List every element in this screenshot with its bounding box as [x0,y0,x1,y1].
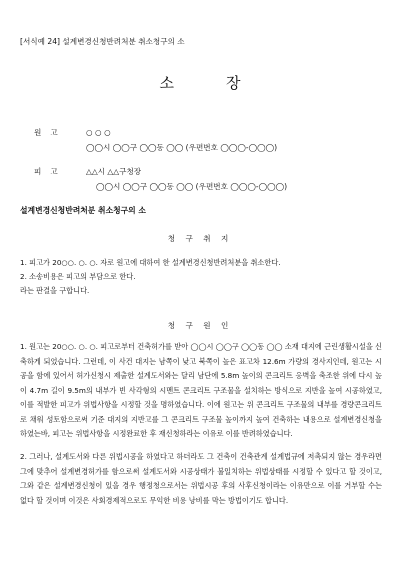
document-title: 소장 [159,74,293,92]
cause-paragraph: 1. 원고는 20○○. ○. ○. 피고로부터 건축허가를 받아 ◯◯시 ◯◯구 ◯◯동 ◯◯ 소재 대지에 근린생활시설을 신축하게 되었습니다. 그런데, 이 사건 대지는 남쪽이 낮고 북쪽이 높은 표고차 12.6m 가량의 경사지인데, 원고는 시공을 함에 있어서 허가신청시 제출한 설계도서와는 달리 남단에 5.8m 높이의 콘크리트 옹벽을 축조한 위에 다시 높이 4.7m 길이 9.5m의 내부가 빈 사각형의 시멘트 콘크리트 구조물을 설치하는 방식으로 지반을 높여 시공하였고, 이를 적발한 피고가 위법사항을 시정할 것을 명하였습니다. 이에 원고는 위 콘크리트 구조물의 내부를 경량콘크리트로 채워 성토함으로써 기준 대지의 지반고를 그 콘크리트 구조물 높이까지 높여 건축하는 내용으로 설계변경신청을 하였는바, 피고는 위법사항을 시정완료한 후 재신청하라는 이유로 이를 반려하였습니다. [20,342,382,438]
claim-item: 라는 판결을 구합니다. [20,286,90,295]
defendant-name: △△시 △△구청장 [86,167,142,176]
claim-heading: 청 구 취 지 [167,234,233,243]
defendant-address: ◯◯시 ◯◯구 ◯◯동 ◯◯ (우편번호 ◯◯◯-◯◯◯) [96,182,288,191]
claim-item: 2. 소송비용은 피고의 부담으로 한다. [20,272,136,281]
plaintiff-line [34,127,111,138]
defendant-line [34,166,141,177]
plaintiff-name: ○ ○ ○ [86,128,111,137]
cause-paragraph: 2. 그러나, 설계도서와 다른 위법시공을 하였다고 하더라도 그 건축이 건축관계 설계법규에 저촉되지 않는 경우라면 그에 맞추어 설계변경허가를 함으로써 설계도서와 시공상태가 불일치하는 위법상태를 시정할 수 있다고 할 것이고, 그와 같은 설계변경신청이 있을 경우 행정청으로서는 위법시공 후의 사후신청이라는 이유만으로 이를 거부할 수는 없다 할 것이며 이것은 사회경제적으로도 무익한 비용 낭비를 막는 방법이기도 합니다. [20,452,382,505]
case-name: 설계변경신청반려처분 취소청구의 소 [20,206,146,215]
form-label: [서식예 24] 설계변경신청반려처분 취소청구의 소 [20,37,185,46]
claim-item: 1. 피고가 20○○. ○. ○. 자로 원고에 대하여 한 설계변경신청반려처분을 취소한다. [20,258,281,267]
plaintiff-address: ◯◯시 ◯◯구 ◯◯동 ◯◯ (우편번호 ◯◯◯-◯◯◯) [86,143,278,152]
plaintiff-label: 원고 [34,128,67,137]
defendant-label: 피고 [34,167,67,176]
cause-heading: 청 구 원 인 [167,321,233,330]
